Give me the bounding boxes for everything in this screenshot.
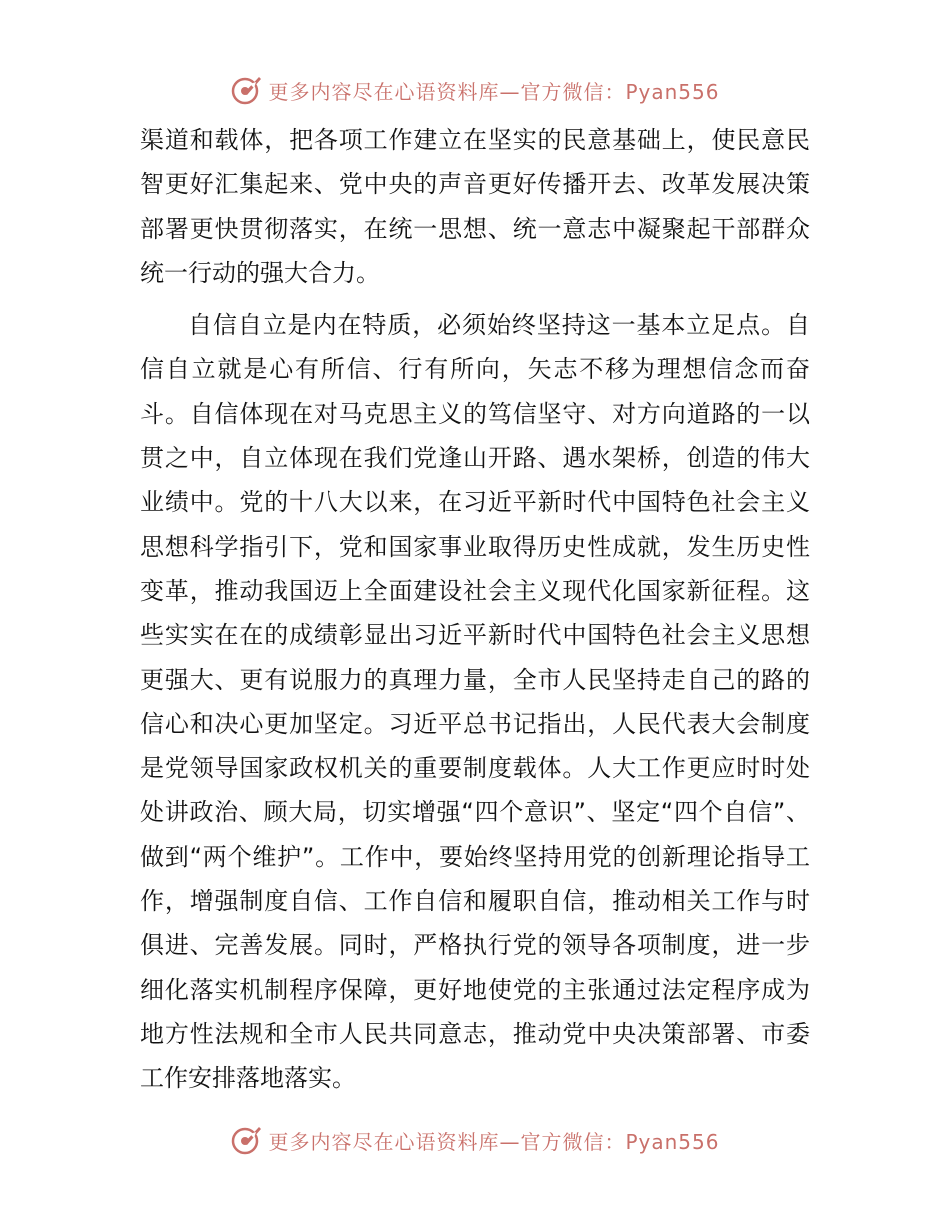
- footer-banner-text: 更多内容尽在心语资料库—官方微信：Pyan556: [268, 1129, 720, 1154]
- header-banner-text: 更多内容尽在心语资料库—官方微信：Pyan556: [268, 79, 720, 104]
- quill-circle-logo-icon: [230, 1124, 262, 1156]
- body-paragraph-continued: 渠道和载体，把各项工作建立在坚实的民意基础上，使民意民智更好汇集起来、党中央的声音更好传播开去、改革发展决策部署更快贯彻落实，在统一思想、统一意志中凝聚起干部群众统一行动的强大合力。: [140, 126, 810, 287]
- footer-watermark-banner: [0, 1120, 950, 1160]
- header-watermark-banner: [0, 70, 950, 110]
- quill-circle-logo-icon: [230, 74, 262, 106]
- body-paragraph-self-confidence: 自信自立是内在特质，必须始终坚持这一基本立足点。自信自立就是心有所信、行有所向，矢志不移为理想信念而奋斗。自信体现在对马克思主义的笃信坚守、对方向道路的一以贯之中，自立体现在我们党逢山开路、遇水架桥，创造的伟大业绩中。党的十八大以来，在习近平新时代中国特色社会主义思想科学指引下，党和国家事业取得历史性成就，发生历史性变革，推动我国迈上全面建设社会主义现代化国家新征程。这些实实在在的成绩彰显出习近平新时代中国特色社会主义思想更强大、更有说服力的真理力量，全市人民坚持走自己的路的信心和决心更加坚定。习近平总书记指出，人民代表大会制度是党领导国家政权机关的重要制度载体。人大工作更应时时处处讲政治、顾大局，切实增强“四个意识”、坚定“四个自信”、做到“两个维护”。工作中，要始终坚持用党的创新理论指导工作，增强制度自信、工作自信和履职自信，推动相关工作与时俱进、完善发展。同时，严格执行党的领导各项制度，进一步细化落实机制程序保障，更好地使党的主张通过法定程序成为地方性法规和全市人民共同意志，推动党中央决策部署、市委工作安排落地落实。: [140, 311, 810, 1093]
- document-body: [140, 118, 810, 1101]
